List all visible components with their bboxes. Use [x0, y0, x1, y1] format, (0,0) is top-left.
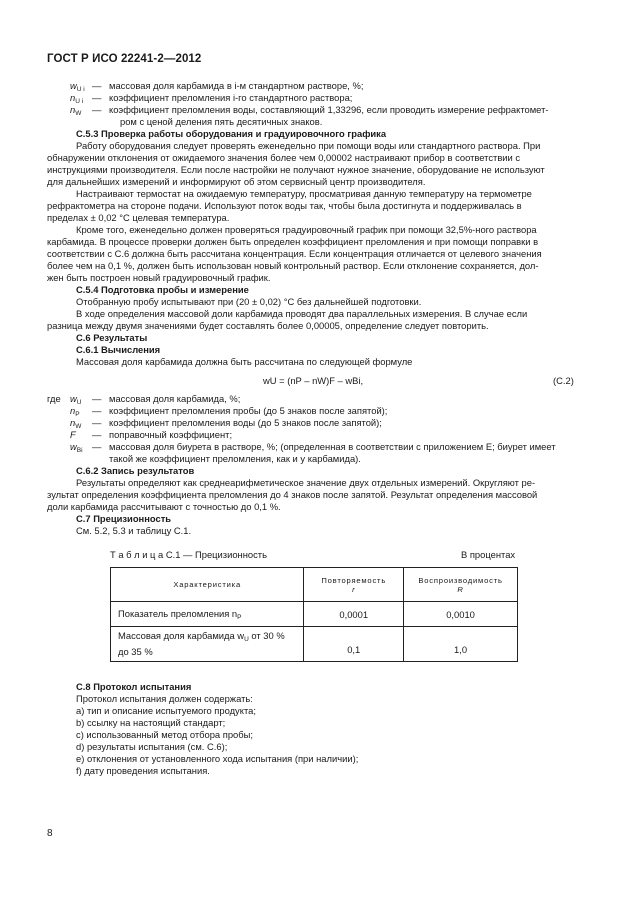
- section-heading-c7: С.7 Прецизионность: [76, 513, 172, 524]
- def-text: массовая доля биурета в растворе, %; (определенная в соответствии с приложением Е; биурет имеет: [109, 441, 556, 452]
- def-sym-letter: F: [70, 429, 76, 440]
- list-item: с) использованный метод отбора пробы;: [76, 729, 253, 740]
- text-line: В ходе определения массовой доли карбамида проводят два параллельных измерения. В случае если: [76, 308, 528, 319]
- def-symbol: [70, 429, 76, 440]
- text-line: жен быть построен новый градуировочный график.: [47, 272, 271, 283]
- def-sym-sub: U i: [76, 86, 85, 93]
- table-row: [111, 602, 518, 627]
- table-cell: [111, 602, 304, 627]
- text-line: Массовая доля карбамида должна быть рассчитана по следующей формуле: [76, 356, 413, 367]
- paragraph: [47, 188, 583, 224]
- def-sym-sub: U i: [75, 98, 84, 105]
- def-text-cont: ром с ценой деления пять десятичных знаков.: [120, 116, 323, 127]
- text-line: Настраивают термостат на ожидаемую температуру, просматривая данную температуру на термометре: [76, 188, 532, 199]
- text-line: рефрактометра на стороне подачи. Используют поток воды так, чтобы была достигнута и поддерживалась в: [47, 200, 522, 211]
- text-line: карбамида. В процессе проверки должен быть определен коэффициент преломления и при помощи поправки в: [47, 236, 539, 247]
- document-header: ГОСТ Р ИСО 22241-2—2012: [47, 53, 202, 65]
- def-sym-sub: U: [76, 399, 82, 406]
- def-text: коэффициент преломления воды, составляющий 1,33296, если проводить измерение рефрактомет-: [109, 104, 549, 115]
- def-dash: —: [92, 104, 102, 115]
- table-header-cell: [404, 568, 518, 602]
- formula: [263, 375, 363, 387]
- text-line: Кроме того, еженедельно должен проверяться градуировочный график при помощи 32,5%-ного раствора: [76, 224, 537, 235]
- text-line: Работу оборудования следует проверять еженедельно при помощи воды или стандартного раствора. При: [76, 140, 541, 151]
- table-cell: 0,0001: [304, 602, 404, 627]
- table-units: В процентах: [461, 549, 516, 560]
- def-sym-letter: w: [70, 393, 77, 404]
- header-label: Воспроизводимость: [418, 575, 503, 585]
- table-header-cell: [304, 568, 404, 602]
- paragraph: [47, 224, 583, 284]
- page-number: 8: [47, 828, 53, 839]
- text-line: разница между двумя значениями будет составлять более 0,00005, определение следует повторить.: [47, 320, 489, 331]
- text-line: зультат определения коэффициента преломления до 4 знаков после запятой. Результат определения массовой: [47, 489, 538, 500]
- table-cell: 0,0010: [404, 602, 518, 627]
- paragraph: [47, 308, 583, 332]
- def-sym-letter: n: [70, 104, 76, 115]
- def-sym-letter: n: [70, 417, 76, 428]
- def-sym-sub: P: [75, 411, 80, 418]
- formula-text: wU = (nP – nW)F – wBi,: [263, 375, 364, 386]
- text-line: соответствии с С.6 должна быть рассчитана концентрация. Если концентрация отличается от целевого значения: [47, 248, 542, 259]
- header-label: Характеристика: [173, 580, 241, 589]
- def-dash: —: [92, 417, 102, 428]
- def-sym-sub: Bi: [76, 447, 83, 454]
- list-item: b) ссылку на настоящий стандарт;: [76, 717, 226, 728]
- def-text: поправочный коэффициент;: [109, 429, 233, 440]
- text-line: Результаты определяют как среднеарифметическое значение двух отдельных измерений. Округляют ре-: [76, 477, 536, 488]
- table-cell: 0,1: [304, 627, 404, 662]
- table-cell: [111, 627, 304, 662]
- def-text-cont: такой же коэффициент преломления, как и у карбамида).: [109, 453, 361, 464]
- list-item: е) отклонения от установленного хода испытания (при наличии);: [76, 753, 359, 764]
- def-sym-letter: w: [70, 441, 77, 452]
- header-symbol: r: [352, 584, 356, 594]
- def-text: коэффициент преломления i-го стандартного раствора;: [109, 92, 353, 103]
- def-dash: —: [92, 393, 102, 404]
- text-line: Протокол испытания должен содержать:: [76, 693, 253, 704]
- text-line: пределах ± 0,02 °С целевая температура.: [47, 212, 230, 223]
- cell-text: от 30 %: [248, 630, 285, 641]
- def-text: массовая доля карбамида в i-м стандартном растворе, %;: [109, 80, 364, 91]
- precision-table: [110, 567, 518, 662]
- table-header-row: [111, 568, 518, 602]
- text-line: доли карбамида рассчитывают с точностью до 0,1 %.: [47, 501, 281, 512]
- def-text: массовая доля карбамида, %;: [109, 393, 241, 404]
- def-dash: —: [92, 405, 102, 416]
- formula-number: (С.2): [553, 375, 574, 386]
- def-dash: —: [92, 92, 102, 103]
- table-header-cell: [111, 568, 304, 602]
- section-heading-c6: С.6 Результаты: [76, 332, 148, 343]
- text-line: более чем на 0,1 %, должен быть использован новый контрольный раствор. Если отклонение сохраняется, дол-: [47, 260, 539, 271]
- list-item: d) результаты испытания (см. С.6);: [76, 741, 228, 752]
- def-sym-letter: n: [70, 405, 76, 416]
- text-line: обнаружении отклонения от ожидаемого значения более чем 0,00002 настраивают прибор в соответствии с: [47, 152, 521, 163]
- text-line: См. 5.2, 5.3 и таблицу С.1.: [76, 525, 192, 536]
- list-item: а) тип и описание испытуемого продукта;: [76, 705, 256, 716]
- list-item: f) дату проведения испытания.: [76, 765, 210, 776]
- cell-text: Массовая доля карбамида w: [118, 630, 245, 641]
- section-heading-c62: С.6.2 Запись результатов: [76, 465, 195, 476]
- def-sym-letter: w: [70, 80, 77, 91]
- section-heading-c53: С.5.3 Проверка работы оборудования и градуировочного графика: [76, 128, 387, 139]
- table-caption: Т а б л и ц а С.1 — Прецизионность: [110, 549, 267, 560]
- cell-text: Показатель преломления n: [118, 607, 238, 619]
- cell-sub: P: [237, 613, 242, 621]
- def-sym-letter: n: [70, 92, 76, 103]
- text-line: Отобранную пробу испытывают при (20 ± 0,02) °С без дальнейшей подготовки.: [76, 296, 422, 307]
- cell-text: до 35 %: [118, 646, 153, 657]
- table-row: [111, 627, 518, 662]
- text-line: инструкциями производителя. Если после настройки не получают нужное значение, оборудование не используют: [47, 164, 545, 175]
- def-sym-sub: W: [75, 423, 82, 430]
- header-label: Повторяемость: [321, 575, 387, 585]
- section-heading-c61: С.6.1 Вычисления: [76, 344, 161, 355]
- def-dash: —: [92, 441, 102, 452]
- def-sym-sub: W: [75, 110, 82, 117]
- where-label: где: [47, 393, 61, 404]
- header-symbol: R: [457, 584, 464, 594]
- section-heading-c8: С.8 Протокол испытания: [76, 681, 192, 692]
- section-heading-c54: С.5.4 Подготовка пробы и измерение: [76, 284, 249, 295]
- def-text: коэффициент преломления воды (до 5 знаков после запятой);: [109, 417, 382, 428]
- def-dash: —: [92, 429, 102, 440]
- cell-sub: U: [244, 636, 249, 643]
- def-dash: —: [92, 80, 102, 91]
- def-symbol: [70, 441, 83, 454]
- text-line: для дальнейших измерений и информируют об этом сервисный центр производителя.: [47, 176, 426, 187]
- paragraph: [47, 477, 583, 513]
- def-text: коэффициент преломления пробы (до 5 знаков после запятой);: [109, 405, 388, 416]
- table-cell: 1,0: [404, 627, 518, 662]
- def-symbol: [70, 104, 81, 117]
- paragraph: [47, 140, 583, 188]
